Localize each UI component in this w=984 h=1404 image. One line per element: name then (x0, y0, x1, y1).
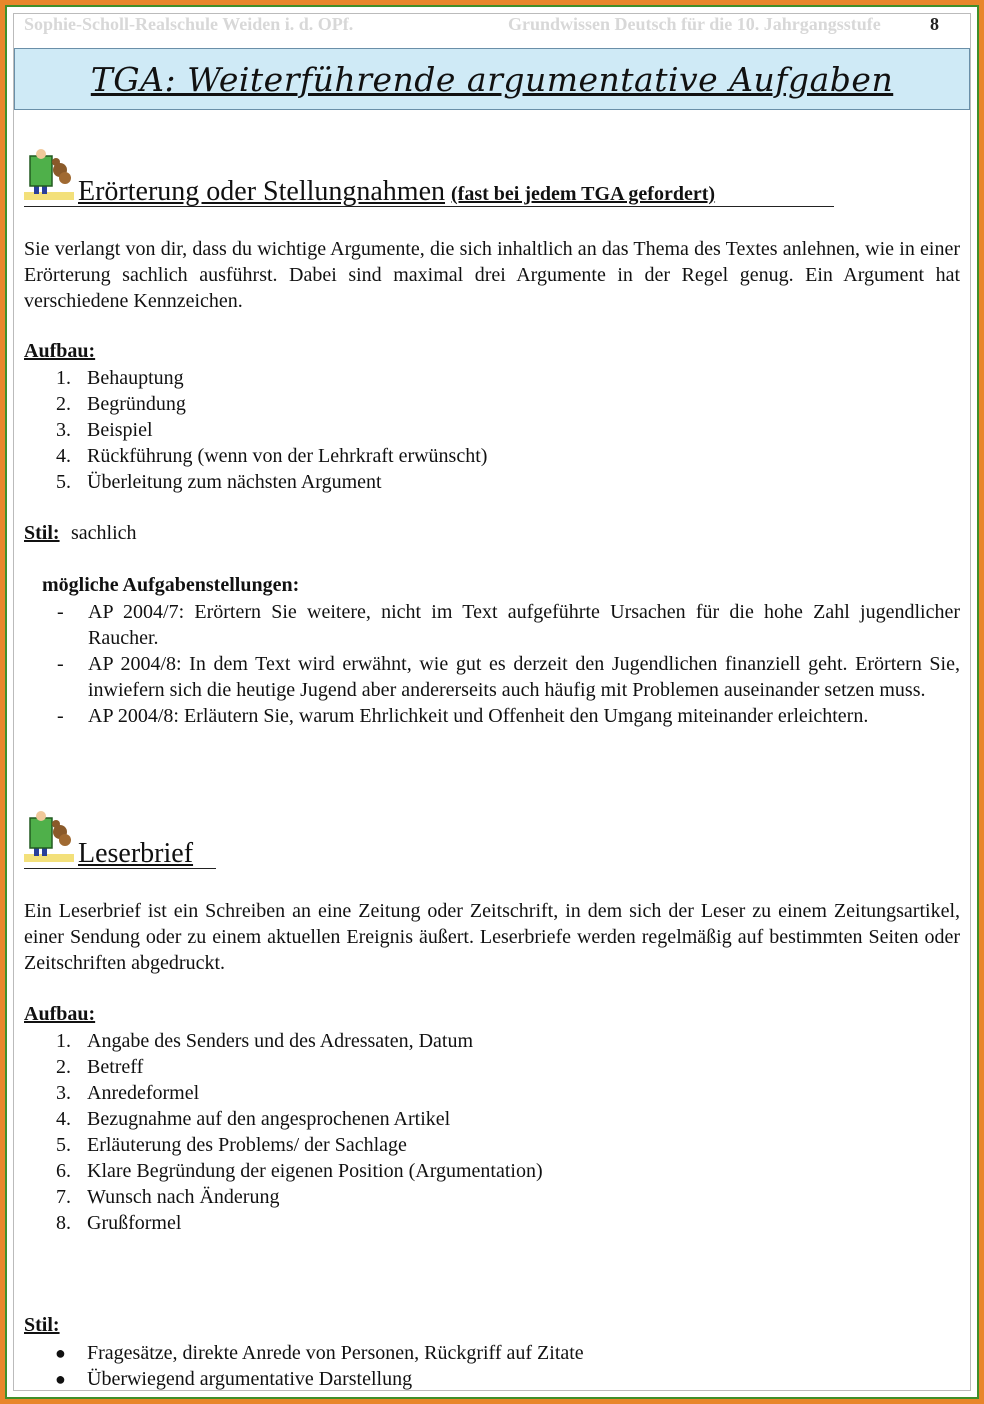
list-item: - AP 2004/8: Erläutern Sie, warum Ehrlichkeit und Offenheit den Umgang miteinander erleichtern. (57, 705, 869, 727)
list-item: 6. Klare Begründung der eigenen Position (Argumentation) (56, 1160, 543, 1182)
section2-aufbau-label: Aufbau: (24, 1003, 96, 1025)
list-item: ● Überwiegend argumentative Darstellung (55, 1368, 413, 1390)
section1-subheading: (fast bei jedem TGA gefordert) (451, 183, 716, 205)
list-item: 1. Angabe des Senders und des Adressaten, Datum (56, 1030, 474, 1052)
list-item: 4. Rückführung (wenn von der Lehrkraft erwünscht) (56, 445, 488, 467)
header-school: Sophie-Scholl-Realschule Weiden i. d. OPf. (24, 14, 354, 34)
section1-aufbau-list (24, 365, 960, 495)
list-item: 5. Überleitung zum nächsten Argument (56, 471, 382, 493)
section2-aufbau-list (24, 1028, 960, 1236)
title-box (14, 48, 970, 110)
section1-heading-text: Erörterung oder Stellungnahmen (78, 176, 446, 207)
list-item: 3. Beispiel (56, 419, 153, 441)
section1-aufbau-label: Aufbau: (24, 340, 96, 362)
list-item: 5. Erläuterung des Problems/ der Sachlage (56, 1134, 407, 1156)
section2-stil-label: Stil: (24, 1314, 60, 1336)
list-item: ● Fragesätze, direkte Anrede von Personen, Rückgriff auf Zitate (55, 1342, 584, 1364)
list-item: 4. Bezugnahme auf den angesprochenen Artikel (56, 1108, 451, 1130)
section1-tasks-label: mögliche Aufgabenstellungen: (42, 574, 300, 596)
reading-child-icon (24, 148, 74, 200)
list-item: 8. Grußformel (56, 1212, 182, 1234)
list-item: 7. Wunsch nach Änderung (56, 1186, 280, 1208)
section1-title (78, 176, 715, 208)
list-item: 2. Begründung (56, 393, 186, 415)
section2-heading-text: Leserbrief (78, 838, 194, 869)
list-item: - AP 2004/8: In dem Text wird erwähnt, wie gut es derzeit den Jugendlichen finanziell geht. Erörtern Sie, inwiefern sich die heutige Jugend aber andererseits auch häufig mit Problemen auseinander setzen muss. (57, 653, 960, 701)
section2-intro: Ein Leserbrief ist ein Schreiben an eine Zeitung oder Zeitschrift, in dem sich der Leser zu einem Zeitungsartikel, einer Sendung oder zu einem aktuellen Ereignis äußert. Leserbriefe werden regelmäßig auf bestimmten Seiten oder Zeitschriften abgedruckt. (24, 900, 960, 974)
section2-heading (24, 808, 216, 869)
page-title: TGA: Weiterführende argumentative Aufgaben (90, 59, 894, 99)
section1-stil-value: sachlich (71, 522, 137, 544)
page-number: 8 (930, 14, 939, 34)
list-item: - AP 2004/7: Erörtern Sie weitere, nicht im Text aufgeführte Ursachen für die hohe Zahl jugendlicher Raucher. (57, 601, 960, 649)
header-subject: Grundwissen Deutsch für die 10. Jahrgangsstufe (508, 14, 881, 34)
section2-stil-list (24, 1340, 960, 1392)
section1-tasks-list (24, 599, 960, 729)
list-item: 2. Betreff (56, 1056, 144, 1078)
section2-title (78, 838, 193, 870)
section1-heading (24, 146, 834, 207)
list-item: 1. Behauptung (56, 367, 184, 389)
section1-stil-label: Stil: (24, 522, 60, 544)
list-item: 3. Anredeformel (56, 1082, 200, 1104)
reading-child-icon (24, 810, 74, 862)
section1-intro: Sie verlangt von dir, dass du wichtige Argumente, die sich inhaltlich an das Thema des Textes anlehnen, wie in einer Erörterung sachlich ausführst. Dabei sind maximal drei Argumente in der Regel genug. Ein Argument hat verschiedene Kennzeichen. (24, 238, 960, 312)
